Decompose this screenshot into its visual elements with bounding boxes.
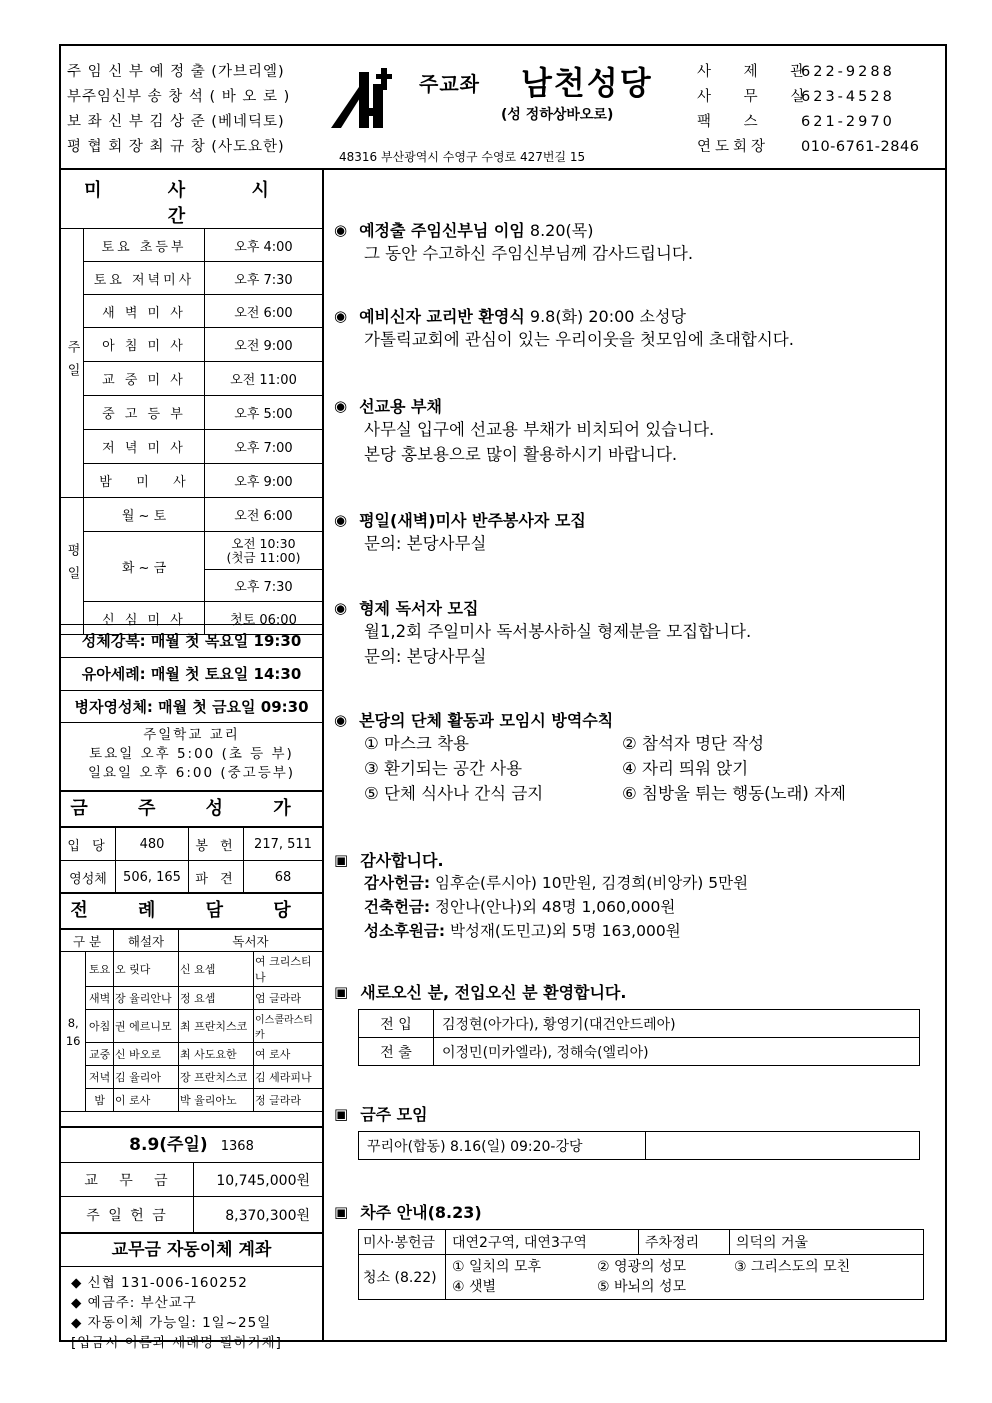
- mass-time-line: 오전 10:30: [231, 535, 296, 551]
- liturgy-commentator: 권 에르니모: [114, 1010, 179, 1043]
- radio-bullet-icon: ◉: [334, 510, 348, 529]
- liturgy-reader: 이스콜라스티카: [254, 1010, 323, 1043]
- cleaning-groups: [446, 1255, 924, 1300]
- liturgy-reader: 신 요셉: [179, 952, 254, 987]
- notice-body: [364, 531, 586, 556]
- contact-row: [697, 110, 919, 135]
- square-bullet-icon: ▣: [334, 1104, 349, 1123]
- contact-value: 010-6761-2846: [801, 139, 920, 155]
- parish-prefix: 주교좌: [419, 72, 480, 96]
- thanks-text: 정안나(안나)외 48명 1,060,000원: [430, 898, 676, 916]
- contact-value: 621-2970: [801, 114, 895, 130]
- notice-line: 사무실 입구에 선교용 부채가 비치되어 있습니다.: [364, 420, 715, 439]
- welcome-label: 전 입: [359, 1010, 434, 1038]
- notice-body: [364, 619, 751, 669]
- special-line: 성체강복: 매월 첫 목요일 19:30: [61, 624, 322, 657]
- contact-row: [697, 60, 919, 85]
- cleaning-item: ③ 그리스도의 모친: [734, 1259, 851, 1275]
- cleaning-item: ① 일치의 모후: [452, 1259, 542, 1275]
- section-title: [334, 980, 920, 1003]
- notice-title: [334, 394, 714, 417]
- meeting-item: 꾸리아(합동) 8.16(일) 09:20-강당: [359, 1132, 646, 1160]
- thanks-item: [364, 895, 748, 919]
- notice-line: 월1,2회 주일미사 독서봉사하실 형제분을 모집합니다.: [364, 622, 752, 641]
- liturgy-mass: 교중: [86, 1043, 114, 1066]
- finance-attendance: 1368: [220, 1139, 254, 1154]
- liturgy-title: 전 례 담 당: [61, 892, 322, 929]
- notice-line: 그 동안 수고하신 주임신부님께 감사드립니다.: [364, 244, 694, 263]
- thanks-section: [334, 848, 748, 943]
- hymn-label: 봉 헌: [189, 828, 244, 861]
- liturgy-reader: 김 세라피나: [254, 1066, 323, 1089]
- radio-bullet-icon: ◉: [334, 598, 348, 617]
- notice-heading-detail: 9.8(화) 20:00 소성당: [524, 307, 686, 326]
- finance-date-row: [61, 1126, 322, 1162]
- sunday-school: [61, 722, 322, 794]
- special-line: 병자영성체: 매월 첫 금요일 09:30: [61, 690, 322, 723]
- hymn-number: 217, 511: [244, 828, 323, 861]
- parish-subtitle: (성 정하상바오로): [501, 107, 614, 123]
- liturgy-table: [61, 929, 322, 1112]
- notice: [334, 508, 586, 556]
- notice-title: [334, 708, 922, 731]
- thanks-item: [364, 871, 748, 895]
- mass-time: 오전 9:00: [205, 328, 323, 362]
- mass-name: 토요 저녁미사: [84, 262, 205, 295]
- liturgy-mass: 토요: [86, 952, 114, 987]
- liturgy-mass: 밤: [86, 1089, 114, 1112]
- liturgy-reader: 엄 글라라: [254, 987, 323, 1010]
- finance-value: 10,745,000원: [194, 1163, 323, 1197]
- special-schedule: [61, 624, 322, 723]
- quarantine-notice: [334, 708, 922, 806]
- next-week-label: 주차정리: [639, 1230, 730, 1255]
- quarantine-rule: ③ 환기되는 공간 사용: [364, 759, 523, 778]
- finance-block: [61, 1126, 322, 1233]
- radio-bullet-icon: ◉: [334, 710, 348, 729]
- finance-date: 8.9(주일): [129, 1135, 208, 1155]
- radio-bullet-icon: ◉: [334, 396, 348, 415]
- square-bullet-icon: ▣: [334, 982, 349, 1001]
- mass-time: 오전 6:00: [205, 498, 323, 532]
- liturgy-reader: 최 사도요한: [179, 1043, 254, 1066]
- liturgy-commentator: 장 율리안나: [114, 987, 179, 1010]
- next-week-table: [358, 1229, 924, 1300]
- parish-address: 48316 부산광역시 수영구 수영로 427번길 15: [339, 150, 586, 164]
- notice: [334, 218, 693, 266]
- notice-heading: 평일(새벽)미사 반주봉사자 모집: [359, 511, 586, 530]
- hymn-label: 입 당: [61, 828, 116, 861]
- liturgy-mass: 새벽: [86, 987, 114, 1010]
- liturgy-commentator: 이 로사: [114, 1089, 179, 1112]
- sunday-school-title: 주일학교 교리: [143, 727, 240, 743]
- next-week-text: 대연2구역, 대연3구역: [446, 1230, 639, 1255]
- mass-name: 신 심 미 사: [84, 602, 205, 635]
- liturgy-header: 구 분: [61, 930, 114, 952]
- auto-transfer-title: 교무금 자동이체 계좌: [61, 1232, 322, 1267]
- quarantine-rule: ⑤ 단체 식사나 간식 금지: [364, 784, 544, 803]
- auto-transfer-block: [61, 1232, 322, 1353]
- notice-line: 문의: 본당사무실: [364, 647, 487, 666]
- quarantine-rule: ② 참석자 명단 작성: [622, 734, 765, 753]
- liturgy-reader: 정 요셉: [179, 987, 254, 1010]
- contact-label: 사 제 관: [697, 64, 819, 80]
- welcome-section: [334, 980, 920, 1066]
- meeting-empty: [646, 1132, 920, 1160]
- quarantine-rule: ① 마스크 착용: [364, 734, 469, 753]
- mass-name: 아 침 미 사: [84, 328, 205, 362]
- mass-name: 교 중 미 사: [84, 362, 205, 396]
- mass-time: 오후 7:30: [205, 262, 323, 295]
- notice-heading-detail: 8.20(목): [524, 221, 594, 240]
- mass-time: 오전 6:00: [205, 295, 323, 328]
- hymn-number: 68: [244, 861, 323, 894]
- notice-line: 가톨릭교회에 관심이 있는 우리이웃을 첫모임에 초대합시다.: [364, 330, 794, 349]
- notice-body: [364, 241, 693, 266]
- hymn-number: 506, 165: [116, 861, 189, 894]
- notice-line: 문의: 본당사무실: [364, 534, 487, 553]
- next-week-section: [334, 1200, 924, 1300]
- mass-schedule-table: [61, 176, 322, 635]
- thanks-label: 감사헌금:: [364, 874, 431, 892]
- notice-title: [334, 596, 751, 619]
- notice-heading: 예비신자 교리반 환영식: [359, 307, 525, 326]
- mass-schedule-title: 미 사 시 간: [61, 176, 322, 229]
- bulletin-frame: [59, 44, 947, 1351]
- parish-logo-icon: [331, 64, 411, 130]
- mass-name: 저 녁 미 사: [84, 430, 205, 464]
- thanks-label: 건축헌금:: [364, 898, 431, 916]
- section-title: [334, 1200, 924, 1223]
- welcome-text: 이정민(미카엘라), 정해숙(엘리아): [434, 1038, 920, 1066]
- finance-label: 주 일 헌 금: [61, 1197, 194, 1233]
- hymn-number: 480: [116, 828, 189, 861]
- meetings-title: 금주 모임: [360, 1105, 428, 1124]
- section-title: [334, 848, 748, 871]
- meetings-section: [334, 1102, 920, 1160]
- welcome-text: 김정현(아가다), 황영기(대건안드레아): [434, 1010, 920, 1038]
- mass-time: 오후 7:00: [205, 430, 323, 464]
- sunday-label: 주일: [61, 229, 84, 498]
- hymns-block: [61, 790, 322, 894]
- liturgy-reader: 박 율리아노: [179, 1089, 254, 1112]
- special-line: 유아세례: 매월 첫 토요일 14:30: [61, 657, 322, 690]
- cleaning-grid: [452, 1257, 917, 1297]
- hymns-title: 금 주 성 가: [61, 790, 322, 827]
- welcome-title: 새로오신 분, 전입오신 분 환영합니다.: [360, 983, 627, 1002]
- contact-label: 팩 스: [697, 114, 772, 130]
- notice-body: [364, 327, 794, 352]
- notice-line: 본당 홍보용으로 많이 활용하시기 바랍니다.: [364, 445, 678, 464]
- thanks-title: 감사합니다.: [360, 851, 444, 870]
- thanks-list: [364, 871, 748, 943]
- bulletin-header: [61, 46, 945, 170]
- mass-name: 월 ~ 토: [84, 498, 205, 532]
- next-week-label: 청소 (8.22): [359, 1255, 446, 1300]
- mass-name: 새 벽 미 사: [84, 295, 205, 328]
- mass-time: 오전 11:00: [205, 362, 323, 396]
- liturgy-reader: 정 글라라: [254, 1089, 323, 1112]
- notice: [334, 596, 751, 669]
- hymns-table: [61, 827, 322, 894]
- hymn-label: 영성체: [61, 861, 116, 894]
- sunday-school-line: 일요일 오후 6:00 (중고등부): [87, 765, 296, 781]
- quarantine-rules: [364, 731, 922, 806]
- thanks-item: [364, 919, 748, 943]
- meetings-table: [358, 1131, 920, 1160]
- next-week-title: 차주 안내(8.23): [360, 1203, 482, 1222]
- contact-row: [697, 85, 919, 110]
- quarantine-rule: ④ 자리 띄워 앉기: [622, 759, 749, 778]
- welcome-label: 전 출: [359, 1038, 434, 1066]
- contact-label: 사 무 실: [697, 89, 819, 105]
- square-bullet-icon: ▣: [334, 850, 349, 869]
- liturgy-commentator: 김 율리아: [114, 1066, 179, 1089]
- cleaning-item: ④ 샛별: [452, 1279, 497, 1295]
- notice-body: [364, 417, 714, 467]
- quarantine-rule: ⑥ 침방울 튀는 행동(노래) 자제: [622, 784, 846, 803]
- welcome-table: [358, 1009, 920, 1066]
- mass-time: 오후 5:00: [205, 396, 323, 430]
- square-bullet-icon: ▣: [334, 1202, 349, 1221]
- liturgy-reader: 여 크리스티나: [254, 952, 323, 987]
- liturgy-mass: 아침: [86, 1010, 114, 1043]
- finance-table: [61, 1162, 322, 1233]
- liturgy-header: 독서자: [179, 930, 323, 952]
- mass-name: 토요 초등부: [84, 229, 205, 262]
- mass-time: 오후 9:00: [205, 464, 323, 498]
- liturgy-reader: 장 프란치스코: [179, 1066, 254, 1089]
- notice-heading: 선교용 부채: [359, 397, 442, 416]
- auto-transfer-line: ◆ 신협 131-006-160252: [71, 1275, 248, 1291]
- contact-value: 622-9288: [801, 64, 895, 80]
- liturgy-reader: 여 로사: [254, 1043, 323, 1066]
- auto-transfer-line: [입금시 이름과 세례명 필히기재]: [71, 1335, 282, 1351]
- mass-time-line: (첫금 11:00): [226, 549, 301, 565]
- mass-name: 화 ~ 금: [84, 532, 205, 602]
- mass-time: [205, 532, 323, 570]
- clergy-line: 평 협 회 장 최 규 창 (사도요한): [67, 139, 285, 155]
- auto-transfer-line: ◆ 예금주: 부산교구: [71, 1295, 197, 1311]
- thanks-text: 임후순(루시아) 10만원, 김경희(비앙카) 5만원: [430, 874, 749, 892]
- clergy-line: 보 좌 신 부 김 상 준 (베네딕토): [67, 114, 285, 130]
- next-week-label: 미사·봉헌금: [359, 1230, 446, 1255]
- liturgy-commentator: 신 바오로: [114, 1043, 179, 1066]
- radio-bullet-icon: ◉: [334, 220, 348, 239]
- section-title: [334, 1102, 920, 1125]
- radio-bullet-icon: ◉: [334, 306, 348, 325]
- mass-time: 오후 4:00: [205, 229, 323, 262]
- clergy-line: 부주임신부 송 창 석 ( 바 오 로 ): [67, 89, 291, 105]
- notice-title: [334, 304, 794, 327]
- auto-transfer-lines: [61, 1267, 322, 1353]
- notice-heading: 예정출 주임신부님 이임: [359, 221, 525, 240]
- thanks-text: 박성재(도민고)외 5명 163,000원: [445, 922, 681, 940]
- contact-value: 623-4528: [801, 89, 895, 105]
- notice-title: [334, 218, 693, 241]
- liturgy-header: 해설자: [114, 930, 179, 952]
- mass-time: 첫토 06:00: [205, 602, 323, 635]
- contact-row: [697, 135, 919, 160]
- notice: [334, 394, 714, 467]
- mass-time: 오후 7:30: [205, 570, 323, 602]
- notice: [334, 304, 794, 352]
- liturgy-date: 8, 16: [61, 952, 86, 1112]
- parish-name: 남천성당: [521, 64, 653, 102]
- liturgy-commentator: 오 릿다: [114, 952, 179, 987]
- thanks-label: 성소후원금:: [364, 922, 446, 940]
- mass-name: 중 고 등 부: [84, 396, 205, 430]
- clergy-list: [67, 60, 290, 160]
- weekday-label: 평일: [61, 498, 84, 635]
- liturgy-reader: 최 프란치스코: [179, 1010, 254, 1043]
- hymn-label: 파 견: [189, 861, 244, 894]
- notices-area: [324, 168, 945, 1340]
- next-week-text: 의덕의 거울: [730, 1230, 924, 1255]
- auto-transfer-line: ◆ 자동이체 가능일: 1일~25일: [71, 1315, 272, 1331]
- sidebar: [61, 168, 324, 1351]
- cleaning-item: ② 영광의 성모: [597, 1259, 687, 1275]
- sunday-school-line: 토요일 오후 5:00 (초 등 부): [89, 746, 294, 762]
- contact-list: [697, 60, 919, 160]
- finance-label: 교 무 금: [61, 1163, 194, 1197]
- quarantine-title: 본당의 단체 활동과 모임시 방역수칙: [359, 711, 614, 730]
- liturgy-block: [61, 892, 322, 1112]
- finance-value: 8,370,300원: [194, 1197, 323, 1233]
- mass-name: 밤 미 사: [84, 464, 205, 498]
- notice-heading: 형제 독서자 모집: [359, 599, 479, 618]
- contact-label: 연도회장: [697, 139, 770, 155]
- clergy-line: 주 임 신 부 예 정 출 (가브리엘): [67, 64, 285, 80]
- cleaning-item: ⑤ 바뇌의 성모: [597, 1279, 687, 1295]
- notice-title: [334, 508, 586, 531]
- liturgy-mass: 저녁: [86, 1066, 114, 1089]
